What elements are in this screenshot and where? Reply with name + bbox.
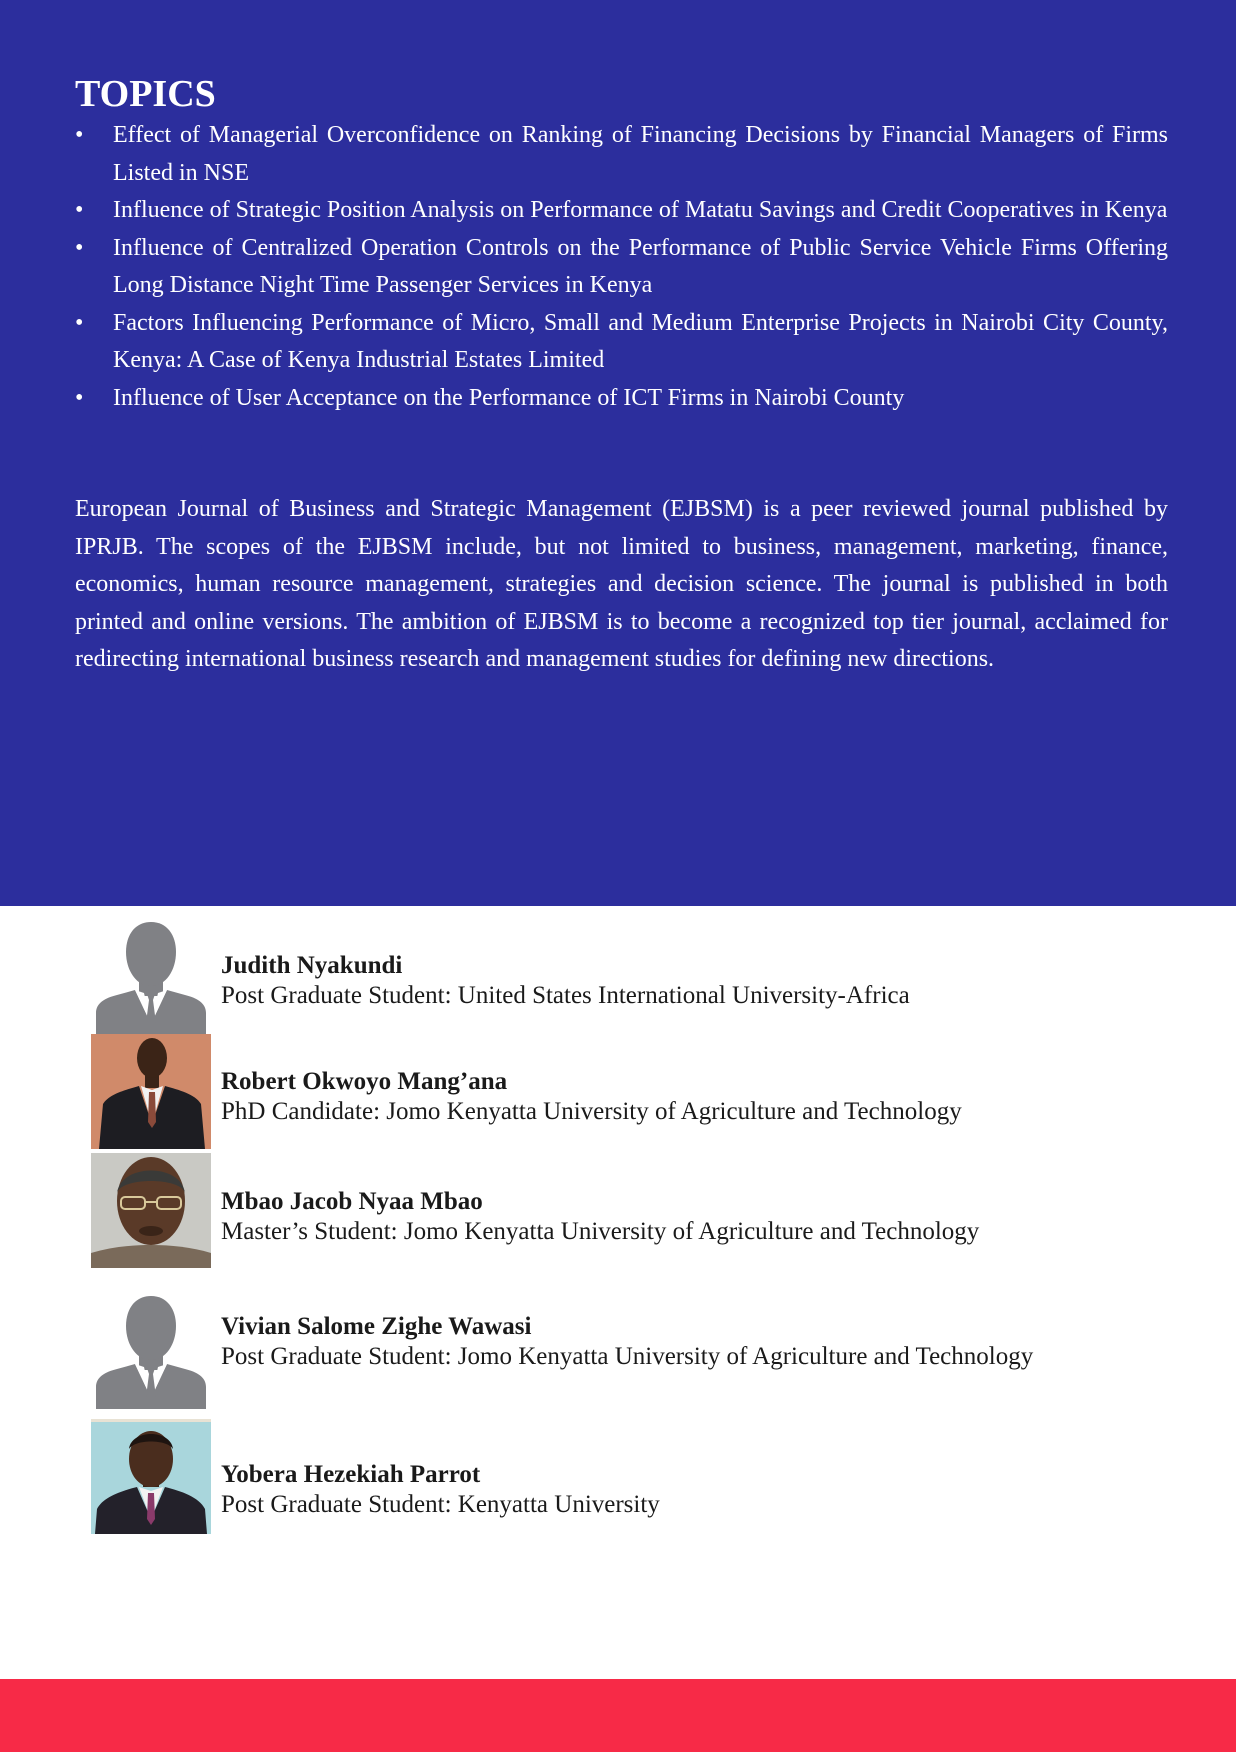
author-info (221, 1312, 1221, 1372)
author-entry (0, 920, 1236, 1035)
journal-description: European Journal of Business and Strategic Management (EJBSM) is a peer reviewed journal published by IPRJB. The scopes of the EJBSM include, but not limited to business, management, marketing, finance, economics, human resource management, strategies and decision science. The journal is published in both printed and online versions. The ambition of EJBSM is to become a recognized top tier journal, acclaimed for redirecting international business research and management studies for defining new directions. (75, 496, 1168, 673)
author-entry (0, 1294, 1236, 1409)
author-name: Mbao Jacob Nyaa Mbao (221, 1188, 483, 1215)
bullet-icon: • (75, 234, 84, 261)
author-info (221, 1067, 1221, 1127)
topic-text: Factors Influencing Performance of Micro, Small and Medium Enterprise Projects in Nairobi City County, Kenya: A Case of Kenya Industrial Estates Limited (113, 309, 1168, 373)
author-entry (0, 1153, 1236, 1268)
topic-text: Influence of User Acceptance on the Performance of ICT Firms in Nairobi County (113, 384, 905, 411)
silhouette-icon (91, 920, 211, 1035)
bullet-icon: • (75, 197, 84, 223)
bullet-icon: • (75, 384, 84, 411)
topic-item (75, 380, 1168, 418)
author-name: Robert Okwoyo Mang’ana (221, 1068, 508, 1095)
author-role: Post Graduate Student: Jomo Kenyatta University of Agriculture and Technology (221, 1343, 1034, 1370)
bullet-icon: • (75, 309, 84, 336)
portrait-photo (91, 1034, 211, 1149)
bullet-icon: • (75, 122, 84, 148)
author-role: Post Graduate Student: United States International University-Africa (221, 982, 910, 1009)
topic-text: Influence of Strategic Position Analysis on Performance of Matatu Savings and Credit Cooperatives in Kenya (113, 197, 1168, 223)
topic-text: Influence of Centralized Operation Controls on the Performance of Public Service Vehicle Firms Offering Long Distance Night Time Passenger Services in Kenya (113, 234, 1168, 298)
author-name: Yobera Hezekiah Parrot (221, 1461, 481, 1488)
footer-band (0, 1679, 1236, 1752)
author-name: Judith Nyakundi (221, 952, 403, 979)
topic-item (75, 305, 1168, 380)
topics-heading: TOPICS (75, 73, 216, 115)
portrait-photo (91, 1153, 211, 1268)
author-entry (0, 1419, 1236, 1534)
author-info (221, 1187, 1221, 1247)
topic-text: Effect of Managerial Overconfidence on Ranking of Financing Decisions by Financial Managers of Firms Listed in NSE (113, 122, 1168, 186)
topic-item (75, 192, 1168, 230)
topic-item (75, 117, 1168, 192)
author-role: PhD Candidate: Jomo Kenyatta University of Agriculture and Technology (221, 1098, 962, 1125)
topic-item (75, 230, 1168, 305)
author-entry (0, 1034, 1236, 1149)
author-info (221, 1460, 1221, 1520)
portrait-photo (91, 1419, 211, 1534)
author-role: Master’s Student: Jomo Kenyatta University of Agriculture and Technology (221, 1218, 980, 1245)
author-info (221, 951, 1221, 1011)
author-role: Post Graduate Student: Kenyatta University (221, 1491, 660, 1518)
author-name: Vivian Salome Zighe Wawasi (221, 1313, 532, 1340)
topics-list (75, 117, 1168, 417)
silhouette-icon (91, 1294, 211, 1409)
